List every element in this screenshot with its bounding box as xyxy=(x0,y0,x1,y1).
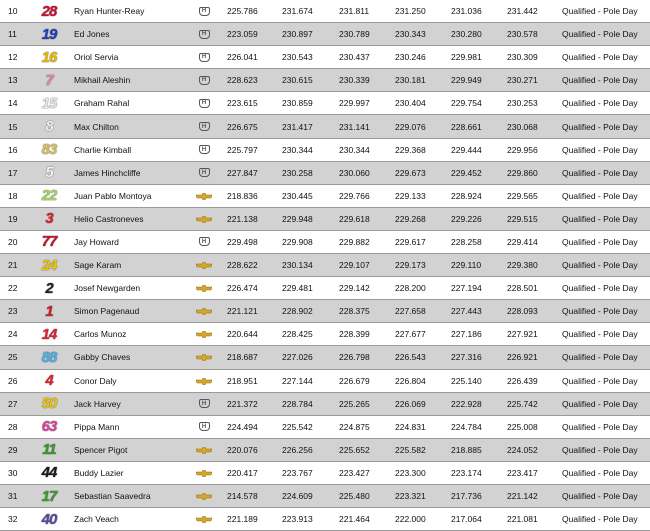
qualifying-status: Qualified - Pole Day xyxy=(562,52,638,63)
position-cell: 13 xyxy=(8,75,18,86)
lap3-speed: 229.882 xyxy=(339,236,370,247)
qualifying-status: Qualified - Pole Day xyxy=(562,75,638,86)
driver-name: Graham Rahal xyxy=(74,98,130,109)
lap1-speed: 218.836 xyxy=(227,190,258,201)
car-number: 11 xyxy=(42,441,56,459)
lap-speed-5: 229.981 xyxy=(451,52,482,63)
lap-speed-5: 228.661 xyxy=(451,121,482,132)
lap2-speed: 227.144 xyxy=(282,375,313,386)
lap3-speed: 229.142 xyxy=(339,283,370,294)
driver-name: Zach Veach xyxy=(74,514,119,525)
position-cell: 29 xyxy=(8,444,18,455)
honda-logo-icon: H xyxy=(196,162,212,184)
driver-name: Juan Pablo Montoya xyxy=(74,190,152,201)
lap4-speed: 229.673 xyxy=(395,167,426,178)
lap3-speed: 230.060 xyxy=(339,167,370,178)
average-speed: 225.008 xyxy=(507,421,538,432)
table-row xyxy=(0,508,650,531)
qualifying-status: Qualified - Pole Day xyxy=(562,491,638,502)
position-cell: 20 xyxy=(8,236,18,247)
car-number: 19 xyxy=(41,25,57,43)
lap-speed-5: 229.110 xyxy=(451,260,482,271)
lap1-speed: 218.951 xyxy=(227,375,258,386)
average-speed: 229.380 xyxy=(507,260,538,271)
car-number: 3 xyxy=(45,210,53,228)
car-number: 17 xyxy=(41,487,57,505)
lap3-speed: 229.766 xyxy=(339,190,370,201)
lap4-speed: 230.181 xyxy=(395,75,426,86)
table-row xyxy=(0,254,650,277)
lap2-speed: 223.767 xyxy=(282,467,313,478)
table-row xyxy=(0,0,650,23)
qualifying-status: Qualified - Pole Day xyxy=(562,260,638,271)
lap4-speed: 226.069 xyxy=(395,398,426,409)
average-speed: 229.515 xyxy=(507,213,538,224)
average-speed: 226.439 xyxy=(507,375,538,386)
average-speed: 229.956 xyxy=(507,144,538,155)
average-speed: 223.417 xyxy=(507,467,538,478)
lap-speed-5: 231.036 xyxy=(451,6,482,17)
qualifying-status: Qualified - Pole Day xyxy=(562,514,638,525)
position-cell: 26 xyxy=(8,375,18,386)
average-speed: 224.052 xyxy=(507,444,538,455)
car-number: 5 xyxy=(45,164,53,182)
lap2-speed: 230.897 xyxy=(282,29,313,40)
lap3-speed: 225.480 xyxy=(339,491,370,502)
chevrolet-bowtie-icon xyxy=(196,439,212,461)
position-cell: 21 xyxy=(8,260,18,271)
chevrolet-bowtie-icon xyxy=(196,254,212,276)
lap2-speed: 226.256 xyxy=(282,444,313,455)
lap4-speed: 229.173 xyxy=(395,260,426,271)
lap4-speed: 230.404 xyxy=(395,98,426,109)
driver-name: Max Chilton xyxy=(74,121,119,132)
lap3-speed: 228.375 xyxy=(339,306,370,317)
lap2-speed: 229.481 xyxy=(282,283,313,294)
average-speed: 230.271 xyxy=(507,75,538,86)
honda-logo-icon: H xyxy=(196,46,212,68)
average-speed: 226.921 xyxy=(507,352,538,363)
driver-name: Jack Harvey xyxy=(74,398,121,409)
car-number: 2 xyxy=(45,279,53,297)
lap3-speed: 231.141 xyxy=(339,121,370,132)
chevrolet-bowtie-icon xyxy=(196,462,212,484)
lap1-speed: 221.372 xyxy=(227,398,258,409)
lap1-speed: 218.687 xyxy=(227,352,258,363)
qualifying-status: Qualified - Pole Day xyxy=(562,236,638,247)
lap-speed-5: 229.949 xyxy=(451,75,482,86)
car-number: 15 xyxy=(41,94,57,112)
average-speed: 228.501 xyxy=(507,283,538,294)
table-row xyxy=(0,139,650,162)
honda-logo-icon: H xyxy=(196,139,212,161)
position-cell: 27 xyxy=(8,398,18,409)
position-cell: 28 xyxy=(8,421,18,432)
lap4-speed: 229.076 xyxy=(395,121,426,132)
lap2-speed: 228.902 xyxy=(282,306,313,317)
lap4-speed: 230.343 xyxy=(395,29,426,40)
average-speed: 231.442 xyxy=(507,6,538,17)
lap-speed-5: 223.174 xyxy=(451,467,482,478)
lap2-speed: 229.948 xyxy=(282,213,313,224)
driver-name: Simon Pagenaud xyxy=(74,306,140,317)
honda-logo-icon: H xyxy=(196,231,212,253)
lap4-speed: 229.133 xyxy=(395,190,426,201)
position-cell: 19 xyxy=(8,213,18,224)
table-row xyxy=(0,323,650,346)
chevrolet-bowtie-icon xyxy=(196,277,212,299)
chevrolet-bowtie-icon xyxy=(196,323,212,345)
lap1-speed: 225.797 xyxy=(227,144,258,155)
lap2-speed: 229.908 xyxy=(282,236,313,247)
lap-speed-5: 230.280 xyxy=(451,29,482,40)
driver-name: Jay Howard xyxy=(74,236,119,247)
lap-speed-5: 227.186 xyxy=(451,329,482,340)
honda-logo-icon: H xyxy=(196,92,212,114)
driver-name: Charlie Kimball xyxy=(74,144,132,155)
lap3-speed: 226.679 xyxy=(339,375,370,386)
qualifying-status: Qualified - Pole Day xyxy=(562,352,638,363)
lap3-speed: 225.265 xyxy=(339,398,370,409)
position-cell: 14 xyxy=(8,98,18,109)
car-number: 8 xyxy=(45,118,53,136)
position-cell: 12 xyxy=(8,52,18,63)
position-cell: 16 xyxy=(8,144,18,155)
lap2-speed: 230.615 xyxy=(282,75,313,86)
lap-speed-5: 228.258 xyxy=(451,236,482,247)
lap3-speed: 230.339 xyxy=(339,75,370,86)
car-number: 44 xyxy=(41,464,57,482)
qualifying-status: Qualified - Pole Day xyxy=(562,467,638,478)
lap1-speed: 228.623 xyxy=(227,75,258,86)
chevrolet-bowtie-icon xyxy=(196,346,212,368)
average-speed: 230.309 xyxy=(507,52,538,63)
table-row xyxy=(0,23,650,46)
lap4-speed: 229.368 xyxy=(395,144,426,155)
lap4-speed: 230.246 xyxy=(395,52,426,63)
lap2-speed: 230.258 xyxy=(282,167,313,178)
lap1-speed: 226.474 xyxy=(227,283,258,294)
chevrolet-bowtie-icon xyxy=(196,300,212,322)
lap1-speed: 221.189 xyxy=(227,514,258,525)
lap2-speed: 230.859 xyxy=(282,98,313,109)
table-row xyxy=(0,46,650,69)
lap2-speed: 231.674 xyxy=(282,6,313,17)
lap1-speed: 221.138 xyxy=(227,213,258,224)
car-number: 16 xyxy=(41,48,57,66)
table-row xyxy=(0,485,650,508)
driver-name: Pippa Mann xyxy=(74,421,120,432)
car-number: 7 xyxy=(45,71,53,89)
qualifying-status: Qualified - Pole Day xyxy=(562,121,638,132)
average-speed: 230.253 xyxy=(507,98,538,109)
lap1-speed: 229.498 xyxy=(227,236,258,247)
honda-logo-icon: H xyxy=(196,69,212,91)
lap1-speed: 224.494 xyxy=(227,421,258,432)
honda-logo-icon: H xyxy=(196,0,212,22)
average-speed: 228.093 xyxy=(507,306,538,317)
lap-speed-5: 225.140 xyxy=(451,375,482,386)
driver-name: Josef Newgarden xyxy=(74,283,141,294)
lap3-speed: 229.997 xyxy=(339,98,370,109)
driver-name: Ryan Hunter-Reay xyxy=(74,6,145,17)
qualifying-status: Qualified - Pole Day xyxy=(562,398,638,409)
lap-speed-5: 217.064 xyxy=(451,514,482,525)
lap3-speed: 230.344 xyxy=(339,144,370,155)
driver-name: Gabby Chaves xyxy=(74,352,131,363)
qualifying-status: Qualified - Pole Day xyxy=(562,98,638,109)
driver-name: Mikhail Aleshin xyxy=(74,75,131,86)
lap1-speed: 220.076 xyxy=(227,444,258,455)
lap1-speed: 220.644 xyxy=(227,329,258,340)
qualifying-status: Qualified - Pole Day xyxy=(562,144,638,155)
lap-speed-5: 227.316 xyxy=(451,352,482,363)
position-cell: 31 xyxy=(8,491,18,502)
lap2-speed: 224.609 xyxy=(282,491,313,502)
lap2-speed: 230.344 xyxy=(282,144,313,155)
lap1-speed: 223.615 xyxy=(227,98,258,109)
chevrolet-bowtie-icon xyxy=(196,508,212,530)
average-speed: 230.578 xyxy=(507,29,538,40)
lap3-speed: 228.399 xyxy=(339,329,370,340)
car-number: 4 xyxy=(45,372,53,390)
qualifying-status: Qualified - Pole Day xyxy=(562,444,638,455)
lap2-speed: 227.026 xyxy=(282,352,313,363)
qualifying-status: Qualified - Pole Day xyxy=(562,190,638,201)
lap4-speed: 222.000 xyxy=(395,514,426,525)
qualifying-status: Qualified - Pole Day xyxy=(562,29,638,40)
driver-name: James Hinchcliffe xyxy=(74,167,141,178)
lap-speed-5: 218.885 xyxy=(451,444,482,455)
qualifying-status: Qualified - Pole Day xyxy=(562,329,638,340)
lap4-speed: 231.250 xyxy=(395,6,426,17)
honda-logo-icon: H xyxy=(196,115,212,137)
average-speed: 225.742 xyxy=(507,398,538,409)
table-row xyxy=(0,231,650,254)
qualifying-status: Qualified - Pole Day xyxy=(562,283,638,294)
car-number: 28 xyxy=(41,2,57,20)
position-cell: 15 xyxy=(8,121,18,132)
car-number: 77 xyxy=(41,233,57,251)
lap3-speed: 224.875 xyxy=(339,421,370,432)
driver-name: Oriol Servia xyxy=(74,52,119,63)
car-number: 63 xyxy=(41,418,57,436)
table-row xyxy=(0,115,650,138)
position-cell: 18 xyxy=(8,190,18,201)
lap1-speed: 226.041 xyxy=(227,52,258,63)
lap-speed-5: 217.736 xyxy=(451,491,482,502)
table-row xyxy=(0,185,650,208)
lap2-speed: 230.445 xyxy=(282,190,313,201)
lap1-speed: 223.059 xyxy=(227,29,258,40)
lap3-speed: 225.652 xyxy=(339,444,370,455)
table-row xyxy=(0,69,650,92)
average-speed: 221.142 xyxy=(507,491,538,502)
lap-speed-5: 229.754 xyxy=(451,98,482,109)
car-number: 24 xyxy=(41,256,57,274)
lap4-speed: 229.268 xyxy=(395,213,426,224)
driver-name: Conor Daly xyxy=(74,375,117,386)
lap4-speed: 223.300 xyxy=(395,467,426,478)
lap1-speed: 221.121 xyxy=(227,306,258,317)
lap1-speed: 225.786 xyxy=(227,6,258,17)
car-number: 88 xyxy=(41,348,57,366)
lap4-speed: 229.617 xyxy=(395,236,426,247)
table-row xyxy=(0,370,650,393)
average-speed: 221.081 xyxy=(507,514,538,525)
lap-speed-5: 229.444 xyxy=(451,144,482,155)
qualifying-status: Qualified - Pole Day xyxy=(562,213,638,224)
car-number: 14 xyxy=(41,325,57,343)
honda-logo-icon: H xyxy=(196,393,212,415)
lap2-speed: 230.134 xyxy=(282,260,313,271)
qualifying-status: Qualified - Pole Day xyxy=(562,167,638,178)
table-row xyxy=(0,439,650,462)
average-speed: 229.414 xyxy=(507,236,538,247)
position-cell: 32 xyxy=(8,514,18,525)
position-cell: 11 xyxy=(8,29,17,40)
average-speed: 227.921 xyxy=(507,329,538,340)
lap-speed-5: 222.928 xyxy=(451,398,482,409)
lap-speed-5: 224.784 xyxy=(451,421,482,432)
table-row xyxy=(0,300,650,323)
lap4-speed: 227.677 xyxy=(395,329,426,340)
lap-speed-5: 227.443 xyxy=(451,306,482,317)
position-cell: 23 xyxy=(8,306,18,317)
lap3-speed: 229.618 xyxy=(339,213,370,224)
lap4-speed: 223.321 xyxy=(395,491,426,502)
driver-name: Spencer Pigot xyxy=(74,444,128,455)
lap2-speed: 230.543 xyxy=(282,52,313,63)
qualifying-status: Qualified - Pole Day xyxy=(562,421,638,432)
lap3-speed: 221.464 xyxy=(339,514,370,525)
driver-name: Buddy Lazier xyxy=(74,467,124,478)
lap2-speed: 225.542 xyxy=(282,421,313,432)
table-row xyxy=(0,208,650,231)
qualifying-status: Qualified - Pole Day xyxy=(562,6,638,17)
lap4-speed: 227.658 xyxy=(395,306,426,317)
average-speed: 229.565 xyxy=(507,190,538,201)
lap2-speed: 223.913 xyxy=(282,514,313,525)
table-row xyxy=(0,277,650,300)
lap4-speed: 228.200 xyxy=(395,283,426,294)
lap4-speed: 225.582 xyxy=(395,444,426,455)
average-speed: 230.068 xyxy=(507,121,538,132)
lap2-speed: 228.425 xyxy=(282,329,313,340)
lap3-speed: 229.107 xyxy=(339,260,370,271)
position-cell: 25 xyxy=(8,352,18,363)
position-cell: 24 xyxy=(8,329,18,340)
lap1-speed: 220.417 xyxy=(227,467,258,478)
lap3-speed: 231.811 xyxy=(339,6,370,17)
lap2-speed: 228.784 xyxy=(282,398,313,409)
chevrolet-bowtie-icon xyxy=(196,485,212,507)
average-speed: 229.860 xyxy=(507,167,538,178)
chevrolet-bowtie-icon xyxy=(196,185,212,207)
chevrolet-bowtie-icon xyxy=(196,370,212,392)
lap1-speed: 214.578 xyxy=(227,491,258,502)
position-cell: 22 xyxy=(8,283,18,294)
table-row xyxy=(0,346,650,369)
driver-name: Sage Karam xyxy=(74,260,122,271)
driver-name: Helio Castroneves xyxy=(74,213,144,224)
table-row xyxy=(0,162,650,185)
driver-name: Sebastian Saavedra xyxy=(74,491,151,502)
lap3-speed: 223.427 xyxy=(339,467,370,478)
lap1-speed: 228.622 xyxy=(227,260,258,271)
car-number: 83 xyxy=(41,141,57,159)
qualifying-status: Qualified - Pole Day xyxy=(562,306,638,317)
lap4-speed: 226.804 xyxy=(395,375,426,386)
car-number: 40 xyxy=(41,510,57,528)
car-number: 50 xyxy=(41,395,57,413)
table-row xyxy=(0,416,650,439)
lap2-speed: 231.417 xyxy=(282,121,313,132)
qualifying-status: Qualified - Pole Day xyxy=(562,375,638,386)
driver-name: Carlos Munoz xyxy=(74,329,127,340)
lap1-speed: 226.675 xyxy=(227,121,258,132)
lap1-speed: 227.847 xyxy=(227,167,258,178)
lap3-speed: 230.437 xyxy=(339,52,370,63)
car-number: 1 xyxy=(45,302,53,320)
lap4-speed: 224.831 xyxy=(395,421,426,432)
lap-speed-5: 229.226 xyxy=(451,213,482,224)
table-row xyxy=(0,393,650,416)
chevrolet-bowtie-icon xyxy=(196,208,212,230)
honda-logo-icon: H xyxy=(196,23,212,45)
position-cell: 10 xyxy=(8,6,18,17)
lap-speed-5: 229.452 xyxy=(451,167,482,178)
position-cell: 17 xyxy=(8,167,18,178)
lap-speed-5: 227.194 xyxy=(451,283,482,294)
position-cell: 30 xyxy=(8,467,18,478)
driver-name: Ed Jones xyxy=(74,29,110,40)
lap-speed-5: 228.924 xyxy=(451,190,482,201)
honda-logo-icon: H xyxy=(196,416,212,438)
table-row xyxy=(0,92,650,115)
table-row xyxy=(0,462,650,485)
lap3-speed: 230.789 xyxy=(339,29,370,40)
car-number: 22 xyxy=(41,187,57,205)
lap4-speed: 226.543 xyxy=(395,352,426,363)
lap3-speed: 226.798 xyxy=(339,352,370,363)
